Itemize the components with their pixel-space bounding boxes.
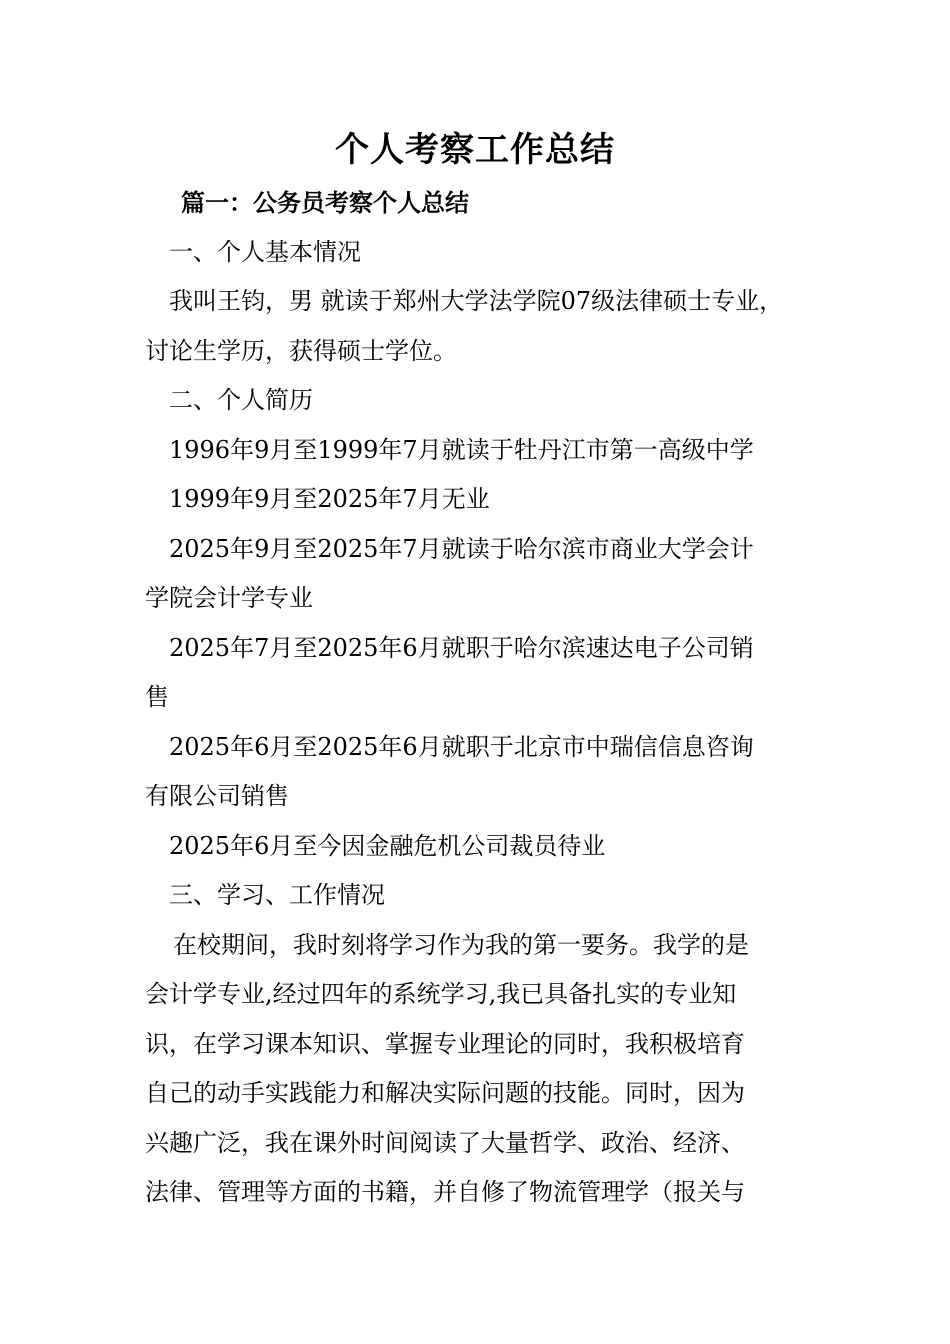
paragraph-line: 2025年7月至2025年6月就职于哈尔滨速达电子公司销: [169, 633, 754, 662]
section-heading: 二、个人简历: [169, 386, 313, 414]
paragraph-line: 2025年9月至2025年7月就读于哈尔滨市商业大学会计: [169, 534, 754, 563]
document-body: [145, 178, 815, 1218]
document-title: 个人考察工作总结: [335, 130, 615, 170]
subtitle-line: 篇一：公务员考察个人总结: [181, 188, 469, 217]
paragraph-line: 有限公司销售: [145, 782, 289, 810]
paragraph-line: 兴趣广泛，我在课外时间阅读了大量哲学、政治、经济、: [145, 1128, 745, 1157]
paragraph-line: 2025年6月至2025年6月就职于北京市中瑞信信息咨询: [169, 732, 754, 761]
paragraph-line: 1996年9月至1999年7月就读于牡丹江市第一高级中学: [169, 435, 754, 464]
section-heading: 一、个人基本情况: [169, 237, 361, 266]
paragraph-line: 学院会计学专业: [145, 584, 313, 612]
paragraph-line: 1999年9月至2025年7月无业: [169, 485, 490, 513]
paragraph-line: 自己的动手实践能力和解决实际问题的技能。同时，因为: [145, 1079, 745, 1107]
paragraph-line: 讨论生学历，获得硕士学位。: [145, 336, 457, 365]
paragraph-line: 识，在学习课本知识、掌握专业理论的同时，我积极培育: [145, 1029, 745, 1058]
paragraph-line: 会计学专业,经过四年的系统学习,我已具备扎实的专业知: [145, 980, 737, 1008]
paragraph-line: 售: [145, 683, 169, 711]
section-heading: 三、学习、工作情况: [169, 881, 385, 909]
paragraph-line: 我叫王钧，男 就读于郑州大学法学院07级法律硕士专业，: [169, 287, 784, 315]
paragraph-line: 2025年6月至今因金融危机公司裁员待业: [169, 831, 606, 860]
paragraph-line: 法律、管理等方面的书籍，并自修了物流管理学（报关与: [145, 1178, 745, 1206]
paragraph-line: 在校期间，我时刻将学习作为我的第一要务。我学的是: [173, 930, 749, 959]
